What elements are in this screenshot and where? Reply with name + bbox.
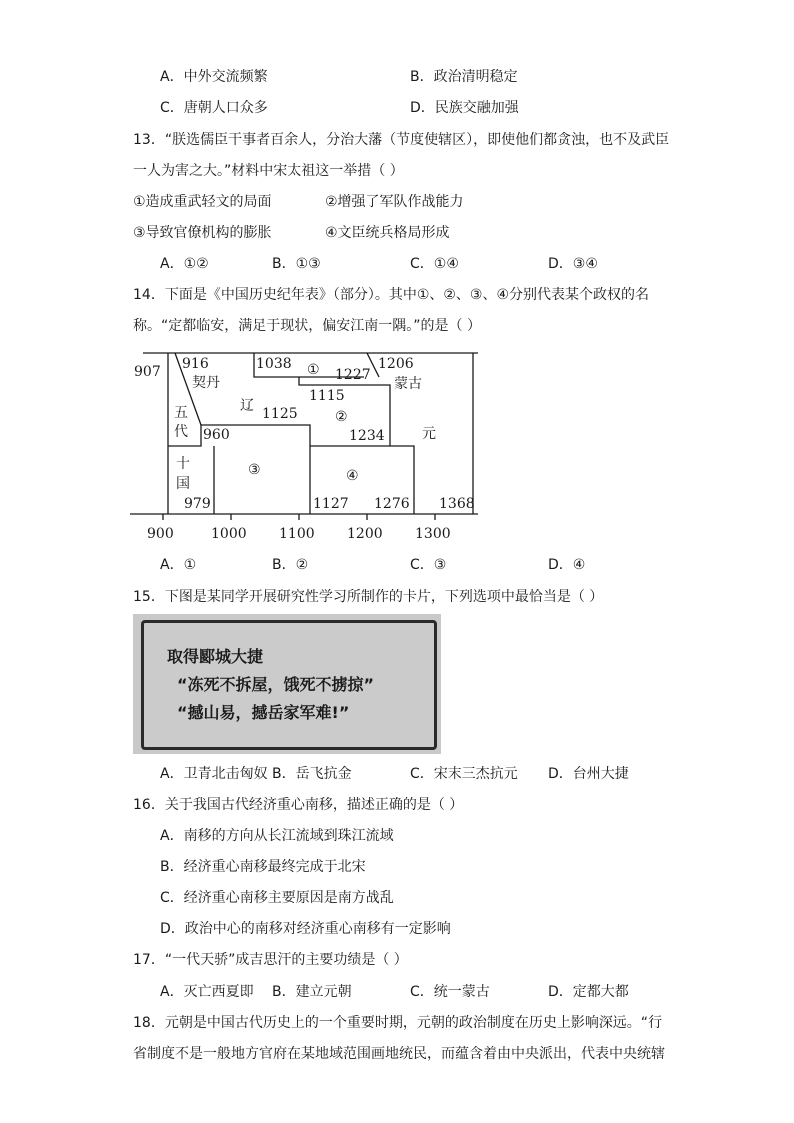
q15-option-d[interactable]: D．台州大捷 <box>548 766 629 782</box>
history-timeline-chart <box>130 345 490 550</box>
label-regime-4: ④ <box>346 468 359 484</box>
q15-option-a[interactable]: A．卫青北击匈奴 <box>160 766 268 782</box>
label-shi: 十 <box>176 456 190 472</box>
q13-statement-3: ③导致官僚机构的膨胀 <box>133 225 272 241</box>
label-mongol: 蒙古 <box>394 376 422 392</box>
q14-option-c[interactable]: C．③ <box>410 557 447 573</box>
card-quote-2: “撼山易，撼岳家军难!” <box>177 703 350 722</box>
label-1234: 1234 <box>349 428 385 444</box>
q14-stem-line-2: 称。“定都临安，满足于现状，偏安江南一隅。”的是（ ） <box>133 318 481 334</box>
label-liao: 辽 <box>240 398 254 414</box>
axis-label-1000: 1000 <box>211 526 247 542</box>
card-title: 取得郾城大捷 <box>167 647 264 666</box>
q15-option-b[interactable]: B．岳飞抗金 <box>272 766 352 782</box>
q13-statement-4: ④文臣统兵格局形成 <box>325 225 450 241</box>
label-dai: 代 <box>174 424 188 440</box>
label-1038: 1038 <box>256 356 292 372</box>
q13-option-d[interactable]: D．③④ <box>548 256 598 272</box>
q18-stem-line-1: 18．元朝是中国古代历史上的一个重要时期，元朝的政治制度在历史上影响深远。“行 <box>133 1015 663 1031</box>
label-1125: 1125 <box>262 406 298 422</box>
q13-statement-1: ①造成重武轻文的局面 <box>133 194 272 210</box>
q16-option-b[interactable]: B．经济重心南移最终完成于北宋 <box>160 859 366 875</box>
label-khitan: 契丹 <box>192 375 220 391</box>
label-1127: 1127 <box>313 496 349 512</box>
q12-option-b[interactable]: B．政治清明稳定 <box>410 69 518 85</box>
q12-option-a[interactable]: A．中外交流频繁 <box>160 69 268 85</box>
q14-stem-line-1: 14．下面是《中国历史纪年表》（部分）。其中①、②、③、④分别代表某个政权的名 <box>133 287 650 303</box>
label-yuan: 元 <box>422 426 436 442</box>
q12-option-c[interactable]: C．唐朝人口众多 <box>160 100 268 116</box>
card-quote-1: “冻死不拆屋，饿死不掳掠” <box>177 675 375 694</box>
axis-label-1300: 1300 <box>415 526 451 542</box>
label-guo: 国 <box>176 476 190 492</box>
q13-statement-2: ②增强了军队作战能力 <box>325 194 464 210</box>
q14-option-d[interactable]: D．④ <box>548 557 586 573</box>
label-1276: 1276 <box>374 496 410 512</box>
label-907: 907 <box>134 364 161 380</box>
q14-option-b[interactable]: B．② <box>272 557 309 573</box>
q15-option-c[interactable]: C．宋末三杰抗元 <box>410 766 518 782</box>
q13-option-c[interactable]: C．①④ <box>410 256 459 272</box>
label-1206: 1206 <box>378 356 414 372</box>
label-979: 979 <box>184 496 211 512</box>
q17-option-d[interactable]: D．定都大都 <box>548 984 629 1000</box>
label-916: 916 <box>182 356 209 372</box>
q17-option-b[interactable]: B．建立元朝 <box>272 984 352 1000</box>
label-960: 960 <box>203 427 230 443</box>
study-card-photo <box>133 614 441 754</box>
q17-option-a[interactable]: A．灭亡西夏即 <box>160 984 254 1000</box>
q13-option-b[interactable]: B．①③ <box>272 256 321 272</box>
q16-stem: 16．关于我国古代经济重心南移，描述正确的是（ ） <box>133 797 464 813</box>
label-regime-3: ③ <box>248 462 261 478</box>
label-1115: 1115 <box>309 388 345 404</box>
q17-stem: 17．“一代天骄”成吉思汗的主要功绩是（ ） <box>133 952 408 968</box>
q15-stem: 15．下图是某同学开展研究性学习所制作的卡片，下列选项中最恰当是（ ） <box>133 589 604 605</box>
axis-label-1200: 1200 <box>347 526 383 542</box>
q14-option-a[interactable]: A．① <box>160 557 197 573</box>
axis-label-1100: 1100 <box>279 526 315 542</box>
q12-option-d[interactable]: D．民族交融加强 <box>410 100 519 116</box>
label-wu: 五 <box>174 405 188 421</box>
q16-option-a[interactable]: A．南移的方向从长江流域到珠江流域 <box>160 828 394 844</box>
q13-stem-line-1: 13．“朕选儒臣干事者百余人，分治大藩（节度使辖区），即使他们都贪浊，也不及武臣 <box>133 132 670 148</box>
q18-stem-line-2: 省制度不是一般地方官府在某地域范围画地统民，而蕴含着由中央派出，代表中央统辖 <box>133 1046 665 1062</box>
q13-stem-line-2: 一人为害之大。”材料中宋太祖这一举措（ ） <box>133 163 404 179</box>
q17-option-c[interactable]: C．统一蒙古 <box>410 984 490 1000</box>
axis-label-900: 900 <box>147 526 174 542</box>
label-1368: 1368 <box>439 496 475 512</box>
label-1227: 1227 <box>335 367 371 383</box>
q13-option-a[interactable]: A．①② <box>160 256 209 272</box>
label-regime-2: ② <box>335 409 348 425</box>
label-regime-1: ① <box>307 362 320 378</box>
q16-option-d[interactable]: D．政治中心的南移对经济重心南移有一定影响 <box>160 921 451 937</box>
q16-option-c[interactable]: C．经济重心南移主要原因是南方战乱 <box>160 890 394 906</box>
